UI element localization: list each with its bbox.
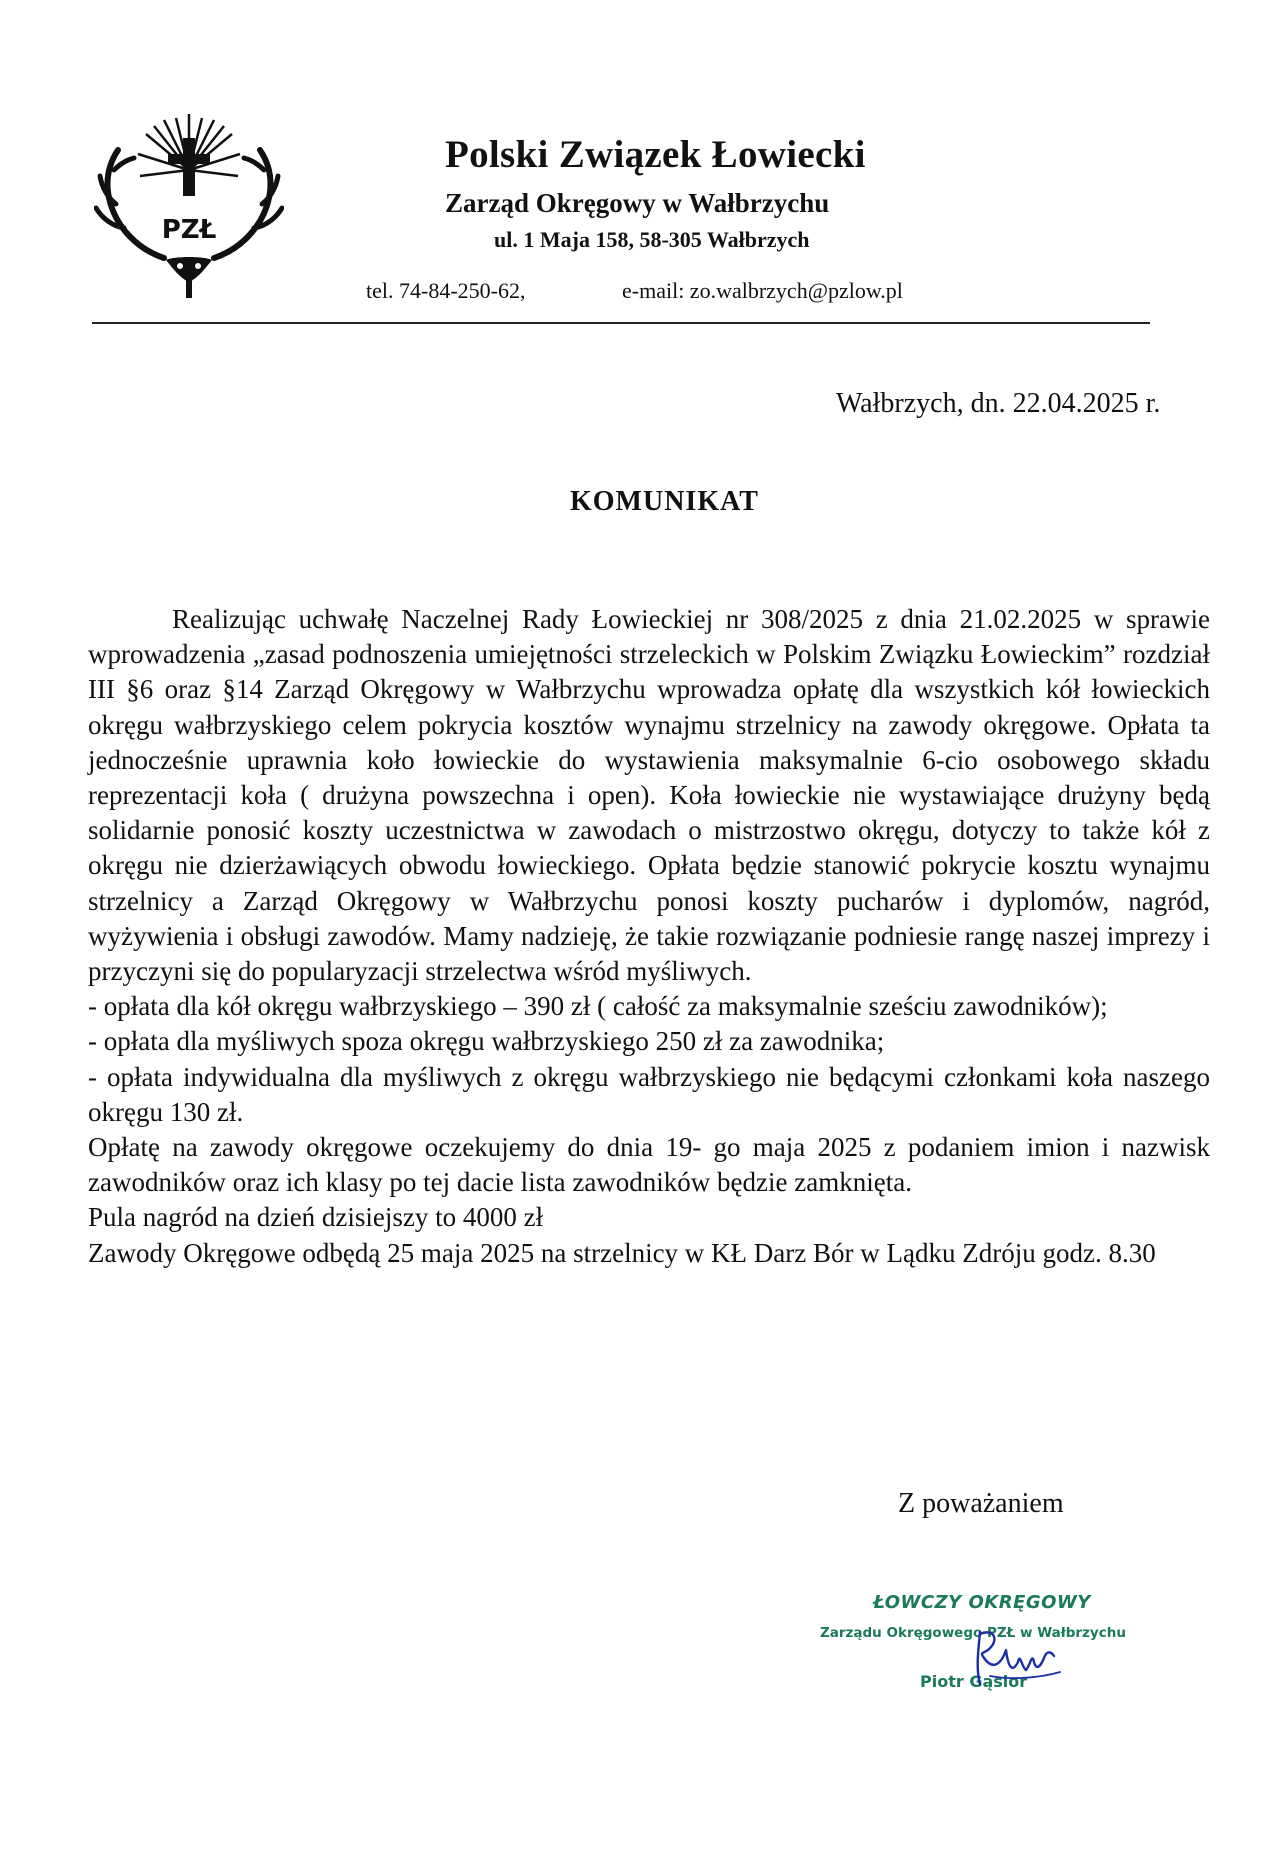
fee-item: - opłata dla kół okręgu wałbrzyskiego – 390 zł ( całość za maksymalnie sześciu zawodników); <box>88 991 1108 1022</box>
body-paragraph: Pula nagród na dzień dzisiejszy to 4000 zł <box>88 1202 544 1233</box>
stamp-title: ŁOWCZY OKRĘGOWY <box>873 1592 1091 1613</box>
pzl-logo <box>94 110 284 300</box>
document-body <box>88 602 1210 1271</box>
document-title: KOMUNIKAT <box>570 486 759 517</box>
stamp-name: Piotr Gąsior <box>920 1672 1028 1691</box>
org-name: Polski Związek Łowiecki <box>445 133 866 176</box>
body-paragraph: Opłatę na zawody okręgowe oczekujemy do dnia 19- go maja 2025 z podaniem imion i nazwisk zawodników oraz ich klasy po tej dacie lista zawodników będzie zamknięta. <box>88 1132 1210 1198</box>
body-paragraph: Realizując uchwałę Naczelnej Rady Łowieckiej nr 308/2025 z dnia 21.02.2025 w sprawie wprowadzenia „zasad podnoszenia umiejętności strzeleckich w Polskim Związku Łowieckim” rozdział III §6 oraz §14 Zarząd Okręgowy w Wałbrzychu wprowadza opłatę dla wszystkich kół łowieckich okręgu wałbrzyskiego celem pokrycia kosztów wynajmu strzelnicy na zawody okręgowe. Opłata ta jednocześnie uprawnia koło łowieckie do wystawienia maksymalnie 6-cio osobowego składu reprezentacji koła ( drużyna powszechna i open). Koła łowieckie nie wystawiające drużyny będą solidarnie ponosić koszty uczestnictwa w zawodach o mistrzostwo okręgu, dotyczy to także kół z okręgu nie dzierżawiących obwodu łowieckiego. Opłata będzie stanowić pokrycie kosztu wynajmu strzelnicy a Zarząd Okręgowy w Wałbrzychu ponosi koszty pucharów i dyplomów, nagród, wyżywienia i obsługi zawodów. Mamy nadzieję, że takie rozwiązanie podniesie rangę naszej imprezy i przyczyni się do popularyzacji strzelectwa wśród myśliwych. <box>88 604 1210 987</box>
stamp-subtitle: Zarządu Okręgowego PZŁ w Wałbrzychu <box>820 1625 1126 1641</box>
org-address: ul. 1 Maja 158, 58-305 Wałbrzych <box>494 227 810 252</box>
handwritten-signature <box>960 1622 1080 1692</box>
header-divider <box>92 322 1150 324</box>
date-line: Wałbrzych, dn. 22.04.2025 r. <box>836 388 1161 419</box>
logo-text: PZŁ <box>161 215 217 245</box>
contact-email: e-mail: zo.walbrzych@pzlow.pl <box>622 278 903 303</box>
contact-phone: tel. 74-84-250-62, <box>366 278 526 303</box>
closing-salutation: Z poważaniem <box>898 1488 1064 1519</box>
org-unit: Zarząd Okręgowy w Wałbrzychu <box>445 188 830 218</box>
fee-item: - opłata indywidualna dla myśliwych z okręgu wałbrzyskiego nie będącymi członkami koła naszego okręgu 130 zł. <box>88 1061 1210 1127</box>
body-paragraph: Zawody Okręgowe odbędą 25 maja 2025 na strzelnicy w KŁ Darz Bór w Lądku Zdróju godz. 8.30 <box>88 1237 1156 1268</box>
fee-item: - opłata dla myśliwych spoza okręgu wałbrzyskiego 250 zł za zawodnika; <box>88 1026 885 1057</box>
